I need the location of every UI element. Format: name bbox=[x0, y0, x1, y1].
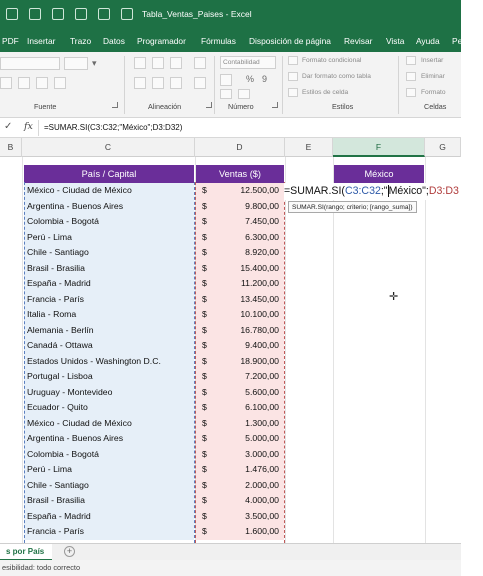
sales-amount: 10.100,00 bbox=[240, 309, 279, 319]
window-title: Tabla_Ventas_Paises - Excel bbox=[142, 9, 252, 19]
currency-symbol: $ bbox=[202, 402, 207, 412]
group-divider bbox=[398, 56, 399, 114]
cell-pais[interactable]: Chile - Santiago bbox=[24, 478, 194, 494]
format-as-table-button[interactable]: Dar formato como tabla bbox=[302, 73, 371, 80]
format-table-icon[interactable] bbox=[288, 72, 298, 81]
insert-button[interactable]: Insertar bbox=[421, 57, 444, 64]
sales-amount: 15.400,00 bbox=[240, 262, 279, 273]
cell-pais[interactable]: México - Ciudad de México bbox=[24, 183, 194, 199]
merge-center-icon[interactable] bbox=[194, 77, 206, 89]
header-pais-capital[interactable]: País / Capital bbox=[24, 165, 194, 183]
bold-icon[interactable] bbox=[0, 77, 12, 89]
currency-symbol: $ bbox=[202, 448, 207, 459]
sales-amount: 2.000,00 bbox=[245, 479, 279, 490]
tab-ayuda[interactable]: Ayuda bbox=[416, 36, 440, 46]
formula-function-text: =SUMAR.SI( bbox=[284, 185, 345, 197]
currency-symbol: $ bbox=[202, 262, 207, 273]
formula-divider bbox=[38, 120, 39, 136]
cell-pais[interactable]: Francia - París bbox=[24, 292, 194, 308]
range-highlight-c bbox=[24, 182, 195, 543]
align-right-icon[interactable] bbox=[170, 77, 182, 89]
tab-pestana[interactable]: Pestaña bbox=[452, 36, 483, 46]
currency-symbol: $ bbox=[202, 309, 207, 319]
header-ventas[interactable]: Ventas ($) bbox=[196, 165, 284, 183]
column-header-b[interactable]: B bbox=[0, 138, 22, 157]
insert-cells-icon[interactable] bbox=[406, 56, 416, 65]
cell-pais[interactable]: Colombia - Bogotá bbox=[24, 447, 194, 463]
thousands-separator-icon[interactable]: 9 bbox=[262, 74, 268, 84]
group-label-numero: Número bbox=[228, 102, 254, 111]
align-center-icon[interactable] bbox=[152, 77, 164, 89]
sales-amount: 1.300,00 bbox=[245, 417, 279, 428]
save-icon[interactable] bbox=[29, 8, 41, 20]
formula-range-c: C3:C32 bbox=[344, 185, 381, 197]
currency-symbol: $ bbox=[202, 278, 207, 288]
currency-symbol: $ bbox=[202, 510, 207, 521]
format-cells-icon[interactable] bbox=[406, 88, 416, 97]
font-size-box[interactable] bbox=[64, 57, 88, 70]
status-bar bbox=[0, 560, 461, 576]
title-bar bbox=[0, 0, 461, 30]
sales-amount: 9.400,00 bbox=[245, 340, 279, 350]
enter-check-icon[interactable]: ✓ bbox=[4, 121, 13, 132]
sales-amount: 4.000,00 bbox=[245, 495, 279, 505]
sheet-tab-bar bbox=[0, 543, 461, 560]
cell-cursor-icon: ✛ bbox=[389, 291, 399, 303]
currency-symbol: $ bbox=[202, 231, 207, 242]
delete-cells-icon[interactable] bbox=[406, 72, 416, 81]
align-top-icon[interactable] bbox=[134, 57, 146, 69]
tab-disposicion[interactable]: Disposición de página bbox=[249, 36, 331, 46]
sales-amount: 7.450,00 bbox=[245, 216, 279, 226]
header-mexico[interactable]: México bbox=[334, 165, 424, 183]
currency-symbol: $ bbox=[202, 371, 207, 381]
customize-toolbar-icon[interactable] bbox=[121, 8, 133, 20]
sales-amount: 12.500,00 bbox=[240, 185, 279, 195]
chevron-down-icon[interactable]: ▾ bbox=[92, 58, 97, 68]
tab-trazo[interactable]: Trazo bbox=[70, 36, 92, 46]
conditional-format-icon[interactable] bbox=[288, 56, 298, 65]
sales-amount: 16.780,00 bbox=[240, 324, 279, 335]
cell-pais[interactable]: España - Madrid bbox=[24, 509, 194, 525]
undo-icon[interactable] bbox=[52, 8, 64, 20]
formula-range-d: D3:D3 bbox=[428, 185, 459, 197]
conditional-format-button[interactable]: Formato condicional bbox=[302, 57, 362, 64]
sales-amount: 6.100,00 bbox=[245, 402, 279, 412]
column-header-row bbox=[0, 138, 461, 157]
formula-bar bbox=[0, 118, 461, 138]
currency-symbol: $ bbox=[202, 185, 207, 195]
currency-symbol: $ bbox=[202, 324, 207, 335]
sales-amount: 1.476,00 bbox=[245, 464, 279, 474]
cell-pais[interactable]: Francia - París bbox=[24, 524, 194, 540]
cell-pais[interactable]: Italia - Roma bbox=[24, 307, 194, 323]
cell-pais[interactable]: Portugal - Lisboa bbox=[24, 369, 194, 385]
tab-pdf[interactable]: PDF bbox=[2, 36, 19, 46]
currency-symbol: $ bbox=[202, 386, 207, 397]
dialog-launcher-icon[interactable] bbox=[206, 102, 212, 108]
column-header-c[interactable]: C bbox=[22, 138, 195, 157]
add-sheet-icon[interactable]: + bbox=[64, 546, 75, 557]
insert-function-icon[interactable]: fx bbox=[24, 121, 33, 132]
dialog-launcher-icon[interactable] bbox=[112, 102, 118, 108]
group-divider bbox=[214, 56, 215, 114]
align-bottom-icon[interactable] bbox=[170, 57, 182, 69]
increase-decimal-icon[interactable] bbox=[220, 89, 232, 99]
currency-symbol: $ bbox=[202, 293, 207, 304]
delete-button[interactable]: Eliminar bbox=[421, 73, 445, 80]
currency-symbol: $ bbox=[202, 526, 207, 536]
tab-insertar[interactable]: Insertar bbox=[27, 36, 56, 46]
borders-icon[interactable] bbox=[18, 77, 30, 89]
sales-amount: 18.900,00 bbox=[240, 355, 279, 366]
font-name-box[interactable] bbox=[0, 57, 60, 70]
currency-symbol: $ bbox=[202, 495, 207, 505]
align-left-icon[interactable] bbox=[134, 77, 146, 89]
cell-pais[interactable]: Perú - Lima bbox=[24, 462, 194, 478]
cell-pais[interactable]: Alemania - Berlín bbox=[24, 323, 194, 339]
tab-revisar[interactable]: Revisar bbox=[344, 36, 373, 46]
cell-pais[interactable]: Colombia - Bogotá bbox=[24, 214, 194, 230]
print-icon[interactable] bbox=[98, 8, 110, 20]
formula-separator: ;" bbox=[380, 185, 388, 197]
function-tooltip[interactable]: SUMAR.SI(rango; criterio; [rango_suma]) bbox=[288, 201, 417, 213]
ribbon bbox=[0, 52, 461, 118]
fill-color-icon[interactable] bbox=[36, 77, 48, 89]
group-label-fuente: Fuente bbox=[34, 102, 57, 111]
currency-symbol: $ bbox=[202, 247, 207, 257]
ribbon-tabs bbox=[0, 30, 483, 52]
formula-input[interactable]: =SUMAR.SI(C3:C32;"México";D3:D32) bbox=[44, 123, 183, 132]
dialog-launcher-icon[interactable] bbox=[272, 102, 278, 108]
column-header-g[interactable]: G bbox=[425, 138, 461, 157]
currency-symbol: $ bbox=[202, 464, 207, 474]
cell-pais[interactable]: Brasil - Brasilia bbox=[24, 261, 194, 277]
cell-pais[interactable]: Argentina - Buenos Aires bbox=[24, 431, 194, 447]
group-label-celdas: Celdas bbox=[424, 102, 447, 111]
column-header-d[interactable]: D bbox=[195, 138, 285, 157]
cell-pais[interactable]: Brasil - Brasilia bbox=[24, 493, 194, 509]
tab-programador[interactable]: Programador bbox=[137, 36, 186, 46]
cell-pais[interactable]: Canadá - Ottawa bbox=[24, 338, 194, 354]
tab-vista[interactable]: Vista bbox=[386, 36, 405, 46]
cell-pais[interactable]: Uruguay - Montevideo bbox=[24, 385, 194, 401]
cell-pais[interactable]: Estados Unidos - Washington D.C. bbox=[24, 354, 194, 370]
currency-icon[interactable] bbox=[220, 74, 232, 86]
cell-styles-icon[interactable] bbox=[288, 88, 298, 97]
sales-amount: 3.000,00 bbox=[245, 448, 279, 459]
currency-symbol: $ bbox=[202, 340, 207, 350]
number-format-value: Contabilidad bbox=[223, 59, 260, 66]
currency-symbol: $ bbox=[202, 479, 207, 490]
column-header-f[interactable]: F bbox=[333, 138, 425, 157]
group-divider bbox=[282, 56, 283, 114]
sales-amount: 5.600,00 bbox=[245, 386, 279, 397]
group-label-estilos: Estilos bbox=[332, 102, 354, 111]
currency-symbol: $ bbox=[202, 200, 207, 211]
cell-pais[interactable]: Ecuador - Quito bbox=[24, 400, 194, 416]
formula-criteria-text: México"; bbox=[388, 185, 429, 197]
sales-amount: 1.600,00 bbox=[245, 526, 279, 536]
sales-amount: 13.450,00 bbox=[240, 293, 279, 304]
group-divider bbox=[124, 56, 125, 114]
font-color-icon[interactable] bbox=[54, 77, 66, 89]
cell-pais[interactable]: Chile - Santiago bbox=[24, 245, 194, 261]
format-button[interactable]: Formato bbox=[421, 89, 446, 96]
cell-styles-button[interactable]: Estilos de celda bbox=[302, 89, 349, 96]
sheet-tab-ventas-por-pais[interactable]: s por País bbox=[0, 544, 52, 561]
redo-icon[interactable] bbox=[75, 8, 87, 20]
currency-symbol: $ bbox=[202, 216, 207, 226]
group-label-alineacion: Alineación bbox=[148, 102, 182, 111]
sales-amount: 8.920,00 bbox=[245, 247, 279, 257]
range-highlight-d bbox=[195, 182, 285, 543]
decrease-decimal-icon[interactable] bbox=[238, 89, 250, 99]
column-header-e[interactable]: E bbox=[285, 138, 333, 157]
sales-amount: 9.800,00 bbox=[245, 200, 279, 211]
formula-edit-cell[interactable] bbox=[284, 183, 464, 200]
sales-amount: 11.200,00 bbox=[240, 278, 279, 288]
currency-symbol: $ bbox=[202, 433, 207, 443]
currency-symbol: $ bbox=[202, 417, 207, 428]
cell-pais[interactable]: Perú - Lima bbox=[24, 230, 194, 246]
currency-symbol: $ bbox=[202, 355, 207, 366]
worksheet-grid[interactable] bbox=[0, 157, 461, 543]
align-middle-icon[interactable] bbox=[152, 57, 164, 69]
cell-pais[interactable]: Argentina - Buenos Aires bbox=[24, 199, 194, 215]
tab-formulas[interactable]: Fórmulas bbox=[201, 36, 236, 46]
sales-amount: 7.200,00 bbox=[245, 371, 279, 381]
sales-amount: 6.300,00 bbox=[245, 231, 279, 242]
percent-icon[interactable]: % bbox=[246, 74, 255, 84]
accessibility-status[interactable]: esibilidad: todo correcto bbox=[2, 563, 81, 572]
autosave-icon[interactable] bbox=[6, 8, 18, 20]
cell-pais[interactable]: España - Madrid bbox=[24, 276, 194, 292]
tab-datos[interactable]: Datos bbox=[103, 36, 125, 46]
sales-amount: 3.500,00 bbox=[245, 510, 279, 521]
cell-pais[interactable]: México - Ciudad de México bbox=[24, 416, 194, 432]
sales-amount: 5.000,00 bbox=[245, 433, 279, 443]
wrap-text-icon[interactable] bbox=[194, 57, 206, 69]
